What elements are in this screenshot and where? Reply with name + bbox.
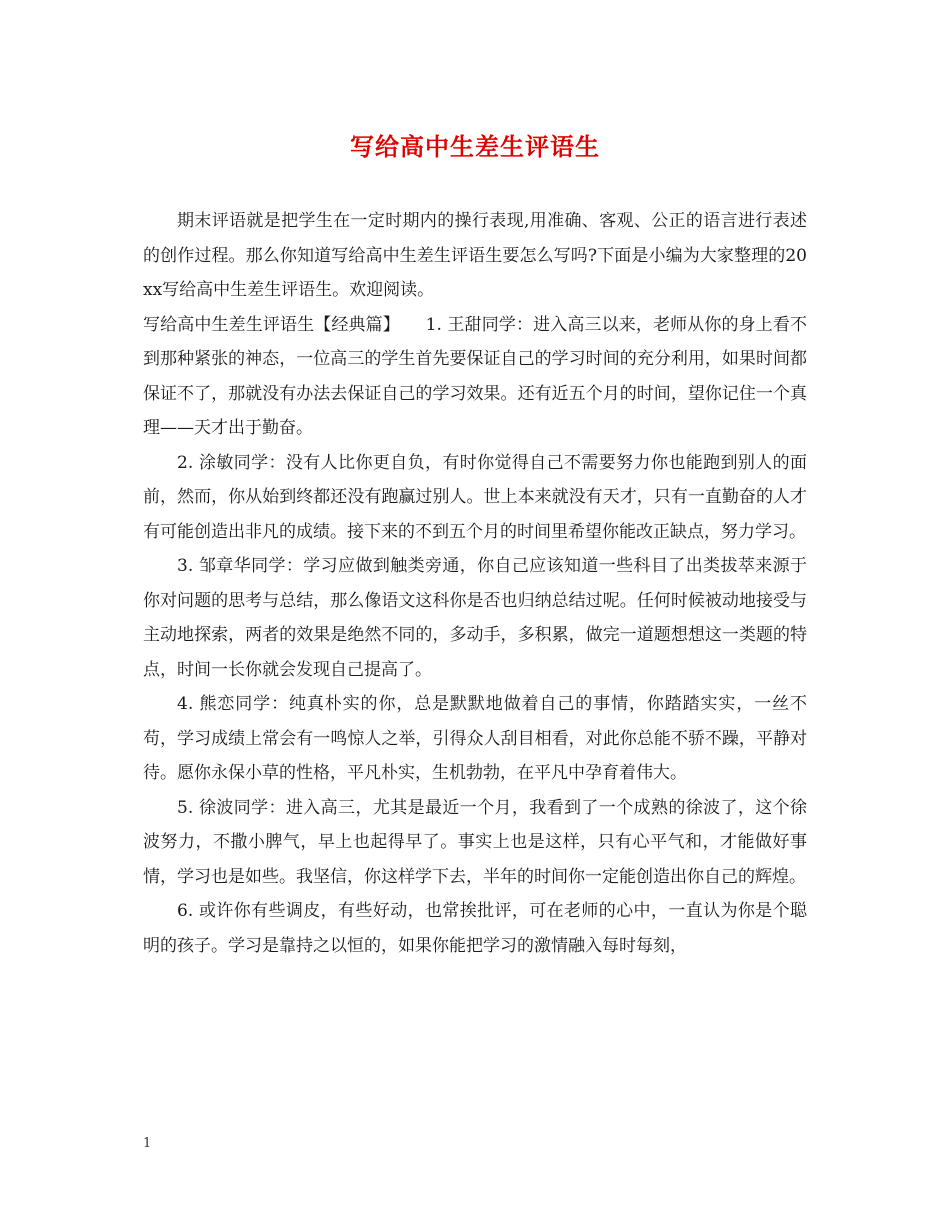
- document-body: [143, 204, 807, 963]
- comment-paragraph-6: 6. 或许你有些调皮，有些好动，也常挨批评，可在老师的心中，一直认为你是个聪明的孩子。学习是靠持之以恒的，如果你能把学习的激情融入每时每刻，: [143, 901, 807, 956]
- comment-paragraph-5: 5. 徐波同学：进入高三，尤其是最近一个月，我看到了一个成熟的徐波了，这个徐波努力，不撒小脾气，早上也起得早了。事实上也是这样，只有心平气和，才能做好事情，学习也是如些。我坚信，你这样学下去，半年的时间你一定能创造出你自己的辉煌。: [143, 797, 807, 887]
- section-heading-paragraph: 写给高中生差生评语生【经典篇】 1. 王甜同学：进入高三以来，老师从你的身上看不到那种紧张的神态，一位高三的学生首先要保证自己的学习时间的充分利用，如果时间都保证不了，那就没有办法去保证自己的学习效果。还有近五个月的时间，望你记住一个真理——天才出于勤奋。: [143, 314, 807, 438]
- intro-paragraph: 期末评语就是把学生在一定时期内的操行表现,用准确、客观、公正的语言进行表述的创作过程。那么你知道写给高中生差生评语生要怎么写吗?下面是小编为大家整理的20xx写给高中生差生评语生。欢迎阅读。: [143, 211, 807, 300]
- comment-paragraph-4: 4. 熊恋同学：纯真朴实的你，总是默默地做着自己的事情，你踏踏实实，一丝不苟，学习成绩上常会有一鸣惊人之举，引得众人刮目相看，对此你总能不骄不躁，平静对待。愿你永保小草的性格，平凡朴实，生机勃勃，在平凡中孕育着伟大。: [143, 694, 807, 783]
- page-number: 1: [143, 1136, 152, 1151]
- comment-paragraph-3: 3. 邹章华同学：学习应做到触类旁通，你自己应该知道一些科目了出类拔萃来源于你对问题的思考与总结，那么像语文这科你是否也归纳总结过呢。任何时候被动地接受与主动地探索，两者的效果是绝然不同的，多动手，多积累，做完一道题想想这一类题的特点，时间一长你就会发现自己提高了。: [143, 556, 807, 680]
- document-title: 写给高中生差生评语生: [350, 132, 600, 161]
- comment-paragraph-2: 2. 涂敏同学：没有人比你更自负，有时你觉得自己不需要努力你也能跑到别人的面前，然而，你从始到终都还没有跑赢过别人。世上本来就没有天才，只有一直勤奋的人才有可能创造出非凡的成绩。接下来的不到五个月的时间里希望你能改正缺点，努力学习。: [143, 452, 807, 542]
